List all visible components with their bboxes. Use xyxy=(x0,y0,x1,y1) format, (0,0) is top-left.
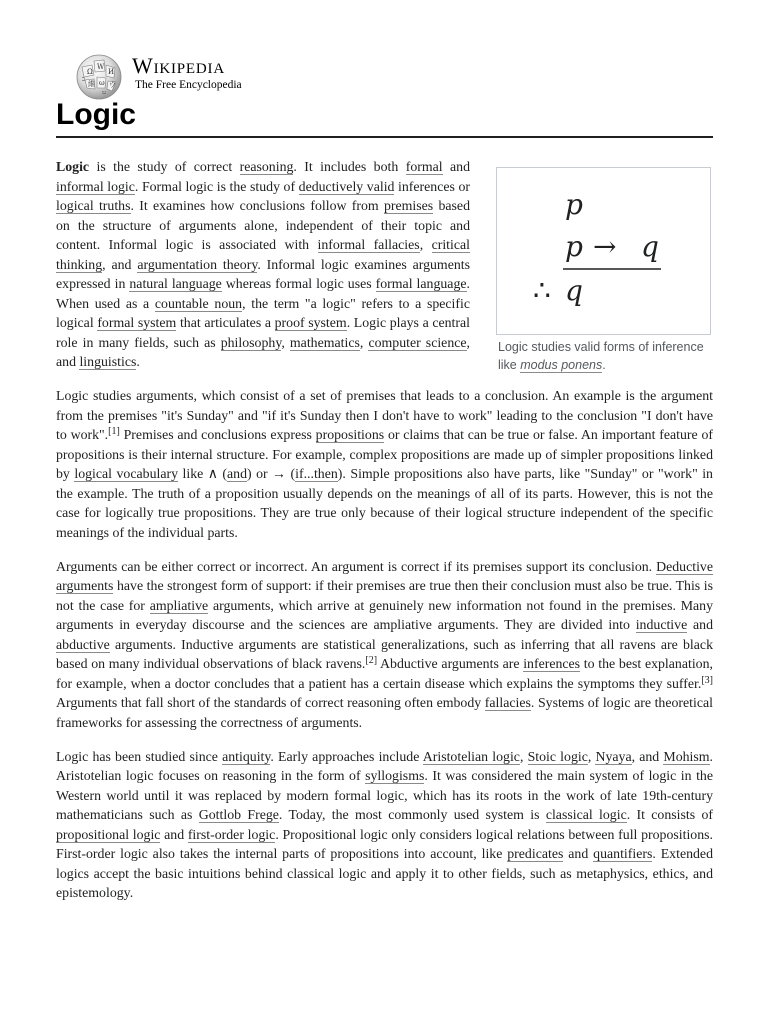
article-subject: Logic xyxy=(56,159,90,174)
paragraph xyxy=(56,747,713,903)
text-run: , and xyxy=(102,256,138,272)
article-body xyxy=(56,157,713,917)
wiki-link[interactable]: inferences xyxy=(523,656,581,672)
wiki-link[interactable]: formal system xyxy=(97,315,177,330)
wiki-link[interactable]: proof system xyxy=(274,315,347,330)
text-run: Premises and conclusions express xyxy=(119,427,316,443)
wiki-link[interactable]: mathematics xyxy=(289,334,360,350)
text-run: , and xyxy=(56,334,471,369)
text-run: , xyxy=(281,334,290,350)
text-run: . It consists of xyxy=(626,807,713,823)
text-run: . Early approaches include xyxy=(270,748,423,764)
wiki-link[interactable]: fallacies xyxy=(484,695,531,711)
globe-glyph: Ω xyxy=(87,68,93,76)
text-run: based on the structure of arguments alone, independent of their topic and content. Informal logic is associated with xyxy=(56,198,470,252)
paragraph xyxy=(56,557,713,733)
caption-link-modus-ponens[interactable]: modus ponens xyxy=(520,357,603,372)
text-run: . Propositional logic only considers logical relations between full propositions. First-order logic also takes the internal parts of propositions into account, like xyxy=(56,826,713,862)
wiki-link[interactable]: critical thinking xyxy=(56,237,471,272)
text-run: and xyxy=(687,617,714,633)
text-run: and xyxy=(563,846,594,862)
text-run: . Extended logics accept the basic intuitions behind classical logic and apply it to other fields, such as metaphysics, ethics, and epistemology. xyxy=(56,846,713,901)
text-run: , xyxy=(587,748,596,764)
text-run: ) or → ( xyxy=(247,466,296,482)
text-run: or claims that can be true or false. An important feature of propositions is their internal structure. For example, complex propositions are made up of simpler propositions linked by xyxy=(56,427,714,482)
wiki-link[interactable]: formal xyxy=(405,159,443,174)
text-run: Arguments can be either correct or incorrect. An argument is correct if its premises support its conclusion. xyxy=(56,558,657,574)
globe-glyph: 維 xyxy=(88,80,95,88)
wikipedia-wordmark: Wikipedia xyxy=(132,53,225,78)
formula-implication-arrow: → xyxy=(593,230,617,263)
wiki-link[interactable]: first-order logic xyxy=(187,826,276,842)
wiki-link[interactable]: natural language xyxy=(129,276,222,291)
text-run: arguments. Inductive arguments are statistical generalizations, such as inferring that all ravens are black based on many individual observations of black ravens. xyxy=(56,636,713,672)
formula-premise-2-consequent: q xyxy=(641,230,659,263)
wiki-link[interactable]: abductive xyxy=(56,636,110,652)
citation-ref[interactable]: [3] xyxy=(701,674,713,686)
text-run: and xyxy=(160,826,188,842)
text-run: Logic has been studied since xyxy=(56,748,223,764)
paragraph xyxy=(56,386,713,542)
wiki-link[interactable]: antiquity xyxy=(222,748,271,764)
caption-text: Logic studies valid forms of inference like xyxy=(498,340,704,372)
globe-glyph: W xyxy=(97,63,105,71)
text-run: . Formal logic is the study of xyxy=(134,178,299,194)
wiki-link[interactable]: computer science xyxy=(368,334,467,350)
wiki-link[interactable]: Aristotelian logic xyxy=(422,748,520,764)
text-run: Logic studies arguments, which consist of a set of premises that leads to a conclusion. An example is the argument from the premises "it's Sunday" and "if it's Sunday then I don't have to work" leading to the conclusion "I don't have to work". xyxy=(56,388,713,443)
wiki-link[interactable]: if...then xyxy=(295,466,338,482)
text-run: . It was considered the main system of logic in the Western world until it was replaced by modern formal logic, which has its roots in the work of late 19th-century mathematicians such as xyxy=(56,768,713,823)
formula-conclusion: q xyxy=(565,274,583,307)
wikipedia-logo[interactable] xyxy=(74,53,274,101)
formula-therefore-symbol: ∴ xyxy=(533,274,551,307)
text-run: . xyxy=(136,354,140,369)
text-run: . When used as a xyxy=(56,276,470,311)
wiki-link[interactable]: informal logic xyxy=(56,178,135,194)
text-run: whereas formal logic uses xyxy=(221,276,376,291)
text-run: . Aristotelian logic focuses on reasoning in the form of xyxy=(56,748,714,784)
citation-ref[interactable]: [2] xyxy=(365,655,378,667)
text-run: . It examines how conclusions follow from xyxy=(130,198,384,213)
text-run: Arguments that fall short of the standards of correct reasoning often embody xyxy=(56,695,485,711)
globe-glyph: ב xyxy=(82,76,85,83)
wiki-link[interactable]: countable noun xyxy=(154,295,243,311)
globe-glyph: ಬ xyxy=(102,89,107,96)
text-run: . Logic plays a central role in many fields, such as xyxy=(56,315,470,350)
page-title: Logic xyxy=(56,98,136,131)
wiki-link[interactable]: Stoic logic xyxy=(527,748,588,764)
globe-glyph: ω xyxy=(99,79,105,87)
wiki-link[interactable]: formal language xyxy=(375,276,467,291)
text-run: inferences or xyxy=(394,178,470,194)
text-run: Abductive arguments are xyxy=(377,656,524,672)
text-run: to the best explanation, for example, when a doctor concludes that a patient has a certain disease which explains the symptoms they suffer. xyxy=(56,656,713,691)
globe-glyph: И xyxy=(108,68,115,76)
wiki-link[interactable]: ampliative xyxy=(149,597,209,613)
text-run: , the term "a logic" refers to a specific logical xyxy=(56,295,470,330)
text-run: ). Simple propositions also have parts, like "Sunday" or "work" in the example. The truth of a proposition usually depends on the meanings of all of its parts. However, this is not the case for logically true propositions. They are true only because of their logical structure independent of the specific meanings of the individual parts. xyxy=(56,466,713,540)
text-run: and xyxy=(442,159,470,174)
text-run: , xyxy=(359,334,369,350)
paragraph xyxy=(56,157,470,372)
wiki-link[interactable]: Gottlob Frege xyxy=(198,807,279,823)
text-run: , and xyxy=(631,748,664,764)
text-run: . Systems of logic are theoretical frameworks for assessing the correctness of arguments. xyxy=(56,695,713,730)
wiki-link[interactable]: argumentation theory xyxy=(137,256,258,272)
citation-ref[interactable]: [1] xyxy=(108,426,120,438)
text-run: , xyxy=(519,748,528,764)
wikipedia-tagline: The Free Encyclopedia xyxy=(135,79,242,91)
text-run: that articulates a xyxy=(176,315,275,330)
wiki-link[interactable]: premises xyxy=(383,198,434,213)
wiki-link[interactable]: predicates xyxy=(507,846,564,862)
text-run: have the strongest form of support: if their premises are true then their conclusion must also be true. This is not the case for xyxy=(56,578,713,613)
wiki-link[interactable]: deductively valid xyxy=(298,178,395,194)
wiki-link[interactable]: classical logic xyxy=(545,807,627,823)
text-run: . Today, the most commonly used system is xyxy=(278,807,546,823)
wiki-link[interactable]: inductive xyxy=(635,617,688,633)
text-run: , xyxy=(419,237,432,252)
formula-premise-2-antecedent: p xyxy=(565,230,583,263)
text-run: like ∧ ( xyxy=(178,466,228,482)
text-run: arguments, which arrive at genuinely new information not found in the premises. Many arguments in everyday discourse and the sciences are ampliative arguments. They are divided into xyxy=(56,597,713,633)
wiki-link[interactable]: and xyxy=(227,466,248,482)
wiki-link[interactable]: propositions xyxy=(315,427,385,443)
wiki-link[interactable]: propositional logic xyxy=(56,826,161,842)
wiki-link[interactable]: quantifiers xyxy=(593,846,653,862)
wiki-link[interactable]: Mohism xyxy=(663,748,710,764)
wiki-link[interactable]: Nyaya xyxy=(595,748,632,764)
caption-text-end: . xyxy=(602,357,606,372)
wiki-link[interactable]: syllogisms xyxy=(365,768,425,784)
wiki-link[interactable]: linguistics xyxy=(79,354,137,369)
text-run: . Informal logic examines arguments expressed in xyxy=(56,256,471,291)
text-run: . It includes both xyxy=(293,159,406,174)
wiki-link[interactable]: informal fallacies xyxy=(317,237,420,252)
wiki-link[interactable]: philosophy xyxy=(220,334,282,350)
wiki-link[interactable]: logical vocabulary xyxy=(74,466,179,482)
wiki-link[interactable]: Deductive arguments xyxy=(56,558,713,594)
text-run: is the study of correct xyxy=(89,159,240,174)
wikipedia-globe-icon xyxy=(74,53,124,101)
globe-glyph: ウ xyxy=(109,81,116,89)
wiki-link[interactable]: logical truths xyxy=(56,198,131,213)
title-divider xyxy=(56,136,713,138)
formula-premise-1: p xyxy=(565,188,583,221)
wiki-link[interactable]: reasoning xyxy=(239,159,294,174)
